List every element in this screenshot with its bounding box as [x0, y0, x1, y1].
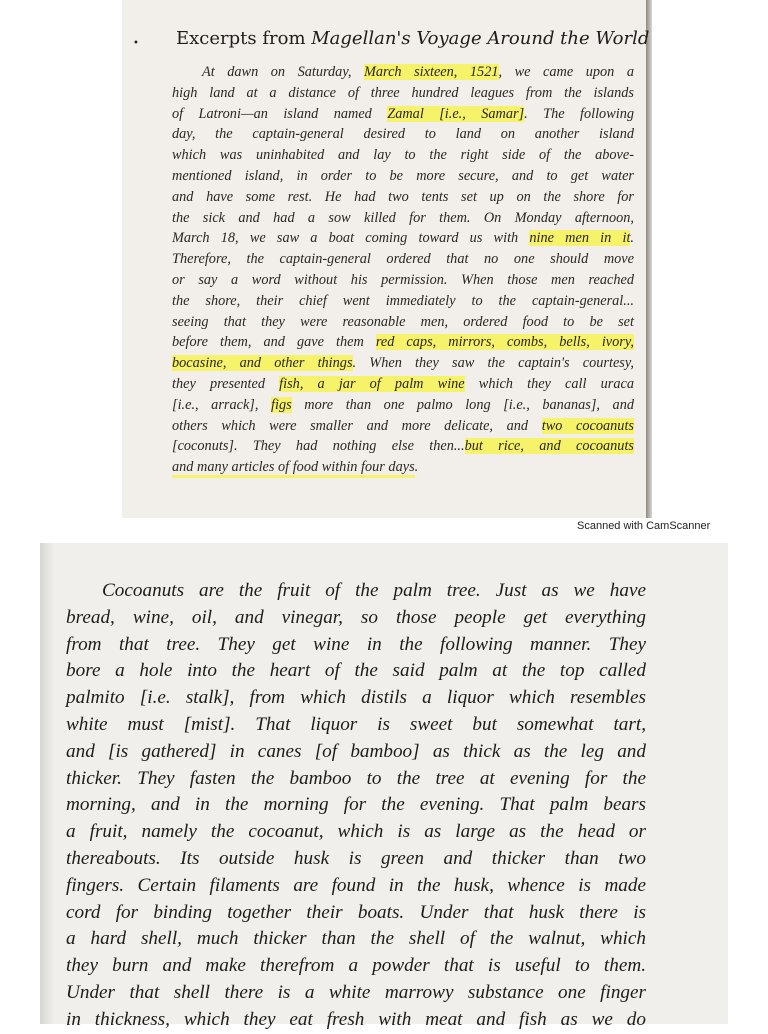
- text-line: [172, 270, 634, 291]
- page-edge-shadow: [646, 0, 652, 518]
- text-line: morning, and in the morning for the evening. That palm bears: [66, 794, 646, 816]
- text-line: [172, 145, 634, 166]
- line-text: and have some rest. He had two tents set up on the shore for: [172, 188, 634, 205]
- line-text: .: [414, 459, 419, 476]
- text-line: bread, wine, oil, and vinegar, so those people get everything: [66, 606, 646, 628]
- title-book: Magellan's Voyage Around the World: [311, 28, 650, 49]
- text-line: thicker. They fasten the bamboo to the tree at evening for the: [66, 767, 646, 789]
- line-text: day, the captain-general desired to land on another island: [172, 126, 634, 143]
- highlighted-text: March sixteen, 1521: [363, 64, 499, 80]
- line-text: of Latroni—an island named: [172, 105, 388, 122]
- text-line: [172, 353, 634, 374]
- text-line: a hard shell, much thicker than the shell of the walnut, which: [66, 928, 646, 950]
- text-line: [172, 332, 634, 353]
- line-text: they presented: [172, 375, 280, 392]
- text-line: [172, 166, 634, 187]
- text-line: [172, 83, 634, 104]
- text-line: [172, 374, 634, 395]
- text-line: white must [mist]. That liquor is sweet but somewhat tart,: [66, 713, 646, 735]
- line-text: At dawn on Saturday,: [202, 64, 364, 80]
- line-text: before them, and gave them: [172, 334, 376, 351]
- text-line: [172, 312, 634, 333]
- line-text: , we came upon a: [498, 64, 634, 80]
- text-line: bore a hole into the heart of the said palm at the top called: [66, 660, 646, 682]
- highlighted-text: two cocoanuts: [541, 417, 634, 434]
- text-line: Cocoanuts are the fruit of the palm tree. Just as we have: [102, 580, 646, 601]
- text-line: cord for binding together their boats. Under that husk there is: [66, 901, 646, 923]
- line-text: or say a word without his permission. When those men reached: [172, 271, 634, 288]
- highlighted-text: figs: [271, 396, 292, 413]
- line-text: high land at a distance of three hundred leagues from the islands: [172, 84, 634, 101]
- text-line: a fruit, namely the cocoanut, which is as large as the head or: [66, 821, 646, 843]
- text-line: [172, 291, 634, 312]
- highlighted-text: nine men in it: [529, 230, 631, 247]
- excerpt-paragraph-bottom: [66, 578, 646, 1034]
- line-text: .: [630, 230, 634, 247]
- highlighted-text: bocasine, and other things: [172, 355, 353, 372]
- line-text: . When they saw the captain's courtesy,: [352, 355, 634, 372]
- text-line: [172, 228, 634, 249]
- text-line: [172, 416, 634, 437]
- line-text: Therefore, the captain-general ordered that no one should move: [172, 251, 634, 268]
- page-gutter-shadow: [40, 543, 54, 1024]
- highlighted-text: but rice, and cocoanuts: [464, 438, 634, 455]
- excerpt-paragraph-top: [172, 62, 634, 478]
- line-text: the sick and had a sow killed for them. On Monday afternoon,: [172, 209, 634, 226]
- text-line: [172, 124, 634, 145]
- text-line: [172, 249, 634, 270]
- text-line: [172, 395, 634, 416]
- text-line: [172, 457, 634, 478]
- text-line: [172, 436, 634, 457]
- line-text: more than one palmo long [i.e., bananas], and: [291, 396, 634, 413]
- text-line: in thickness, which they eat fresh with meat and fish as we do: [66, 1008, 646, 1030]
- scanner-watermark: Scanned with CamScanner: [577, 520, 711, 532]
- line-text: seeing that they were reasonable men, ordered food to be set: [172, 313, 634, 330]
- highlighted-text: Zamal [i.e., Samar]: [387, 105, 525, 122]
- line-text: which they call uraca: [464, 375, 634, 392]
- page-title: [176, 28, 649, 49]
- text-line: [172, 187, 634, 208]
- text-line: and [is gathered] in canes [of bamboo] as thick as the leg and: [66, 740, 646, 762]
- highlighted-text: red caps, mirrors, combs, bells, ivory,: [375, 334, 634, 351]
- text-line: thereabouts. Its outside husk is green and thicker than two: [66, 847, 646, 869]
- line-text: [coconuts]. They had nothing else then...: [172, 438, 465, 455]
- highlighted-text: and many articles of food within four days: [172, 459, 415, 478]
- line-text: [i.e., arrack],: [172, 396, 272, 413]
- line-text: . The following: [524, 105, 635, 122]
- line-text: the shore, their chief went immediately to the captain-general...: [172, 292, 634, 309]
- text-line: [172, 104, 634, 125]
- text-line: fingers. Certain filaments are found in the husk, whence is made: [66, 874, 646, 896]
- bullet-mark: •: [133, 38, 139, 49]
- text-line: they burn and make therefrom a powder that is useful to them.: [66, 955, 646, 977]
- line-text: others which were smaller and more delicate, and: [172, 417, 542, 434]
- text-line: from that tree. They get wine in the following manner. They: [66, 633, 646, 655]
- line-text: which was uninhabited and lay to the right side of the above-: [172, 147, 634, 164]
- text-line: [172, 208, 634, 229]
- text-line: [172, 62, 634, 83]
- line-text: March 18, we saw a boat coming toward us with: [172, 230, 530, 247]
- text-line: Under that shell there is a white marrowy substance one finger: [66, 981, 646, 1003]
- text-line: palmito [i.e. stalk], from which distils a liquor which resembles: [66, 687, 646, 709]
- highlighted-text: fish, a jar of palm wine: [279, 375, 465, 392]
- line-text: mentioned island, in order to be more secure, and to get water: [172, 167, 634, 184]
- title-prefix: Excerpts from: [176, 28, 312, 49]
